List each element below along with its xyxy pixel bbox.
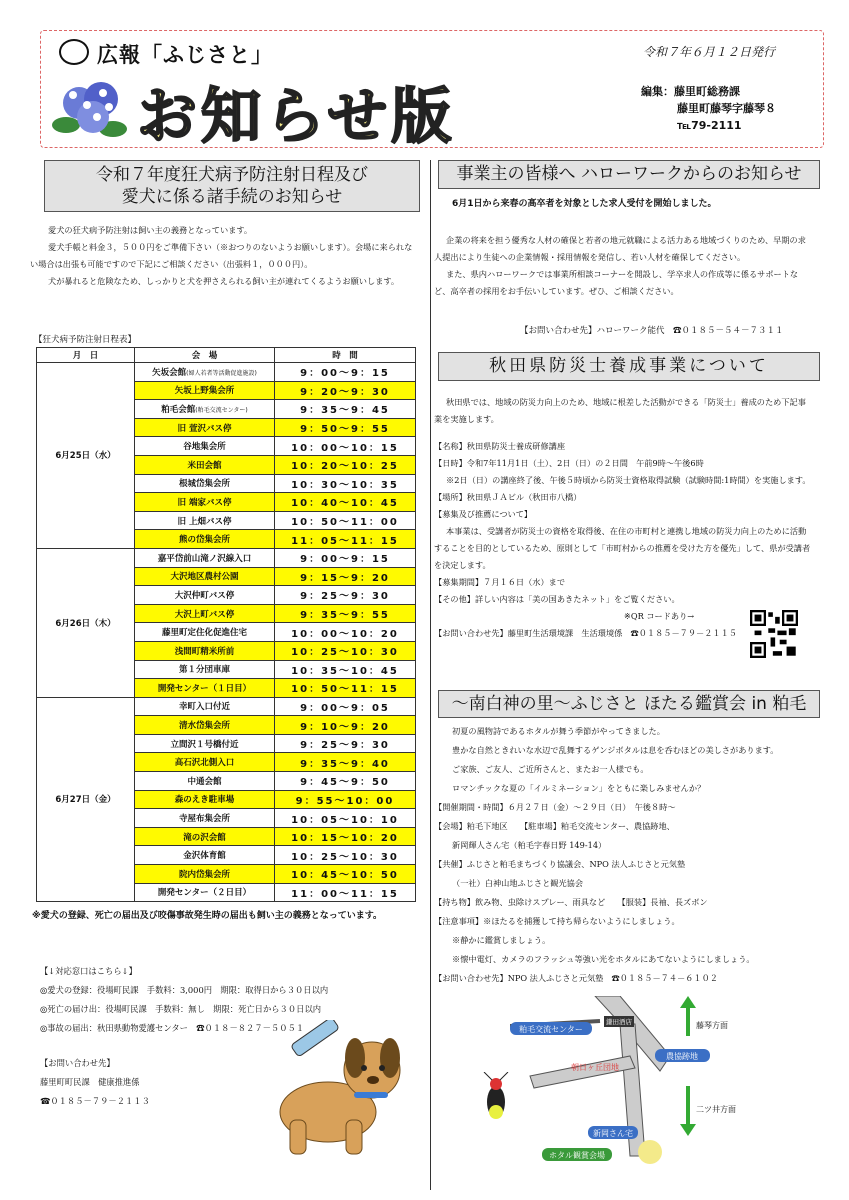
schedule-venue: [135, 363, 275, 382]
schedule-venue: [135, 511, 275, 530]
schedule-time: 9：20～9：30: [275, 381, 416, 400]
schedule-venue: [135, 641, 275, 660]
venue-name: 院内岱集会所: [178, 869, 230, 880]
rabies-title-line2: 愛犬に係る諸手続のお知らせ: [121, 187, 343, 207]
hydrangea-icon: [51, 73, 131, 143]
venue-name: 大沢上町バス停: [174, 609, 235, 620]
venue-name: 旧 萱沢バス停: [177, 423, 232, 434]
issue-date: 令和７年６月１２日発行: [643, 45, 776, 59]
schedule-time: 9：25～9：30: [275, 734, 416, 753]
bousai-body: [434, 394, 814, 642]
schedule-time: 9：25～9：30: [275, 586, 416, 605]
bousai-intro: 秋田県では、地域の防災力向上のため、地域に根差した活動ができる「防災士」養成のため下記事業を実施します。: [434, 397, 806, 424]
masthead: [40, 30, 824, 152]
schedule-venue: [135, 418, 275, 437]
rabies-note: ※愛犬の登録、死亡の届出及び咬傷事故発生時の届出も飼い主の義務となっています。: [32, 911, 383, 921]
venue-name: 旧 端家バス停: [177, 497, 232, 508]
schedule-venue: [135, 753, 275, 772]
schedule-venue: [135, 623, 275, 642]
venue-name: 開発センター（２日目）: [157, 888, 252, 899]
schedule-venue: [135, 883, 275, 902]
schedule-time: 9：45～9：50: [275, 772, 416, 791]
schedule-time: 9：35～9：55: [275, 604, 416, 623]
town-logo-icon: [59, 39, 89, 65]
schedule-venue: [135, 474, 275, 493]
hotaru-caution2: ※静かに鑑賞しましょう。: [452, 935, 551, 945]
map-kasuge-center: 粕毛交流センター: [519, 1025, 583, 1034]
schedule-time: 9：35～9：45: [275, 400, 416, 419]
rabies-para3: 犬が暴れると危険なため、しっかりと犬を押さえられる飼い主が連れてくるようお願いします。: [48, 276, 400, 286]
venue-name: 粕毛会館: [161, 404, 196, 415]
schedule-time: 10：30～10：35: [275, 474, 416, 493]
schedule-time: 10：05～10：10: [275, 809, 416, 828]
venue-name: 大沢地区農村公園: [170, 572, 239, 583]
map-fujikoto: 藤琴方面: [696, 1021, 728, 1030]
venue-note: (婦人若者等活動促進施設): [186, 369, 257, 377]
bousai-date: 【日時】令和7年11月1日（土）、2日（日）の２日間 午前9時～午後6時: [434, 458, 704, 468]
schedule-time: 11：00～11：15: [275, 883, 416, 902]
hotaru-period: 【開催期間・時間】６月２７日（金）～２９日（日） 午後８時～: [434, 802, 676, 812]
contact-accident: ◎事故の届出：秋田県動物愛護センター ☎０１８－８２７－５０５１: [40, 1023, 305, 1033]
schedule-time: 9：00～9：05: [275, 697, 416, 716]
schedule-venue: [135, 865, 275, 884]
hotaru-host: 【共催】ふじさと粕毛まちづくり協議会、NPO 法人ふじさと元気塾: [434, 859, 686, 869]
schedule-time: 10：40～10：45: [275, 493, 416, 512]
bousai-title: 秋田県防災士養成事業について: [438, 352, 820, 381]
venue-name: 米田会館: [187, 460, 222, 471]
schedule-venue: [135, 734, 275, 753]
bousai-date-note: ※2日（日）の講座終了後、午後５時頃から防災士資格取得試験（試験時間:1時間）を実施します。: [446, 475, 811, 485]
schedule-time: 9：50～9：55: [275, 418, 416, 437]
schedule-time: 11：05～11：15: [275, 530, 416, 549]
hotaru-caution1: 【注意事項】※ほたるを捕獲して持ち帰らないようにしましょう。: [434, 916, 680, 926]
schedule-time: 9：15～9：20: [275, 567, 416, 586]
venue-name: 嘉平岱前山滝ノ沢線入口: [157, 553, 252, 564]
schedule-time: 9：00～9：15: [275, 548, 416, 567]
editor-info: [641, 83, 776, 134]
rabies-title-line1: 令和７年度狂犬病予防注射日程及び: [96, 165, 368, 185]
dog-illustration-icon: [260, 1020, 410, 1160]
editor-dept: 編集：藤里町総務課: [641, 85, 740, 98]
newsletter-title: お知らせ版: [137, 82, 456, 152]
venue-name: 清水岱集会所: [178, 721, 230, 732]
venue-name: 寺屋布集会所: [178, 814, 230, 825]
access-map: [510, 996, 740, 1166]
schedule-table-wrap: [36, 347, 416, 902]
bousai-contact: 【お問い合わせ先】藤里町生活環境課 生活環境係 ☎０１８５－７９－２１１５: [434, 628, 737, 638]
schedule-venue: [135, 790, 275, 809]
venue-name: 熊の岱集会所: [178, 535, 230, 546]
schedule-venue: [135, 567, 275, 586]
rabies-para2: 愛犬手帳と料金３，５００円をご準備下さい（※おつりのないようお願いします）。会場に来られない場合は出張も可能ですので下記にご相談ください（出張料１，０００円）。: [30, 242, 413, 269]
schedule-time: 9：35～9：40: [275, 753, 416, 772]
schedule-venue: [135, 716, 275, 735]
venue-name: 立間沢１号橋付近: [170, 739, 239, 750]
map-futatsui: 二ツ井方面: [696, 1105, 736, 1114]
venue-name: 旧 上畑バス停: [177, 516, 232, 527]
schedule-venue: [135, 586, 275, 605]
hotaru-line4: ロマンチックな夏の「イルミネーション」をともに楽しみませんか？: [452, 783, 706, 793]
map-nokyo: 農協跡地: [666, 1052, 698, 1061]
venue-name: 根城岱集会所: [178, 479, 230, 490]
schedule-time: 10：50～11：15: [275, 679, 416, 698]
editor-address: 藤里町藤琴字藤琴８: [677, 102, 776, 115]
map-asahi: 朝日ヶ丘団地: [571, 1063, 619, 1072]
schedule-time: 9：10～9：20: [275, 716, 416, 735]
hotaru-line2: 豊かな自然ときれいな水辺で乱舞するゲンジボタルは息を呑むほどの美しさがあります。: [452, 745, 779, 755]
venue-name: 滝の沢会館: [183, 832, 226, 843]
schedule-venue: [135, 772, 275, 791]
schedule-caption: 【狂犬病予防注射日程表】: [34, 335, 137, 345]
hotaru-contact: 【お問い合わせ先】NPO 法人ふじさと元気塾 ☎０１８５－７４－６１０２: [434, 973, 718, 983]
venue-name: 高石沢北側入口: [174, 758, 235, 769]
schedule-venue: [135, 530, 275, 549]
schedule-venue: [135, 660, 275, 679]
venue-name: 大沢仲町バス停: [174, 590, 235, 601]
schedule-time: 10：20～10：25: [275, 455, 416, 474]
qr-code-icon[interactable]: [750, 610, 798, 658]
hotaru-items: 【持ち物】飲み物、虫除けスプレー、雨具など 【服装】長袖、長ズボン: [434, 897, 708, 907]
venue-name: 谷地集会所: [183, 442, 226, 453]
bousai-deadline: 【募集期間】７月１６日（水）まで: [434, 577, 566, 587]
venue-name: 中通会館: [187, 776, 222, 787]
schedule-venue: [135, 548, 275, 567]
contact-register: ◎愛犬の登録：役場町民課 手数料：3,000円 期限：取得日から３０日以内: [40, 985, 329, 995]
schedule-time: 10：00～10：20: [275, 623, 416, 642]
bousai-name: 【名称】秋田県防災士養成研修講座: [434, 441, 566, 451]
schedule-day: 6月25日（水）: [37, 363, 135, 549]
rabies-para1: 愛犬の狂犬病予防注射は飼い主の義務となっています。: [48, 225, 253, 235]
schedule-time: 10：25～10：30: [275, 641, 416, 660]
hellowork-body: [434, 232, 814, 300]
hotaru-venue: 【会場】粕毛下地区 【駐車場】粕毛交流センター、農協跡地、: [434, 821, 675, 831]
bousai-recruit-head: 【募集及び推薦について】: [434, 509, 533, 519]
rabies-intro: [30, 222, 415, 290]
schedule-row: [37, 363, 416, 382]
venue-name: 金沢体育館: [183, 851, 226, 862]
hellowork-para1: 企業の将来を担う優秀な人材の確保と若者の地元就職による活力ある地域づくりのため、早期の求人提出により生徒への企業情報・採用情報を発信し、若い人材を確保してください。: [434, 235, 806, 262]
map-shinoka: 新岡さん宅: [593, 1129, 633, 1138]
bousai-other: 【その他】詳しい内容は「美の国あきたネット」をご覧ください。: [434, 594, 680, 604]
schedule-venue: [135, 604, 275, 623]
rabies-inquiry: [40, 1054, 150, 1111]
map-hotaru-venue: ホタル観賞会場: [549, 1151, 605, 1160]
schedule-time: 10：25～10：30: [275, 846, 416, 865]
bousai-place: 【場所】秋田県ＪＡビル（秋田市八橋）: [434, 492, 582, 502]
bousai-recruit: 本事業は、受講者が防災士の資格を取得後、在住の市町村と連携し地域の防災力向上のために活動することを目的としているため、原則として「市町村からの推薦を受けた方を優先」して、県が受講者を決定します。: [434, 526, 811, 570]
schedule-time: 10：00～10：15: [275, 437, 416, 456]
bousai-qr-note: ※QR コードあり→: [624, 611, 695, 621]
schedule-day: 6月27日（金）: [37, 697, 135, 902]
schedule-venue: [135, 400, 275, 419]
hellowork-contact: 【お問い合わせ先】ハローワーク能代 ☎０１８５－５４－７３１１: [520, 326, 784, 336]
col-date: 月 日: [37, 348, 135, 363]
schedule-row: [37, 548, 416, 567]
schedule-venue: [135, 493, 275, 512]
venue-name: 藤里町定住化促進住宅: [161, 628, 247, 639]
schedule-venue: [135, 455, 275, 474]
schedule-venue: [135, 679, 275, 698]
hellowork-lead: 6月1日から来春の高卒者を対象とした求人受付を開始しました。: [452, 199, 717, 209]
map-sake-shop: 鎌田酒店: [606, 1018, 632, 1026]
hotaru-body: [434, 722, 818, 988]
schedule-venue: [135, 846, 275, 865]
schedule-time: 10：35～10：45: [275, 660, 416, 679]
hellowork-para2: また、県内ハローワークでは事業所相談コーナーを開設し、学卒求人の作成等に係るサポートなど、高卒者の採用をお手伝いしています。ぜひ、ご相談ください。: [434, 269, 799, 296]
venue-name: 矢坂会館: [152, 367, 187, 378]
schedule-time: 10：45～10：50: [275, 865, 416, 884]
hotaru-caution3: ※懐中電灯、カメラのフラッシュ等強い光をホタルにあてないようにしましょう。: [452, 954, 755, 964]
venue-name: 開発センター（１日目）: [157, 683, 252, 694]
schedule-venue: [135, 697, 275, 716]
schedule-venue: [135, 827, 275, 846]
hotaru-line1: 初夏の風物詩であるホタルが舞う季節がやってきました。: [452, 726, 665, 736]
brand-name: 広報「ふじさと」: [97, 43, 273, 67]
inquiry-head: 【お問い合わせ先】: [40, 1058, 115, 1068]
schedule-time: 9：55～10：00: [275, 790, 416, 809]
schedule-time: 9：00～9：15: [275, 363, 416, 382]
hotaru-host2: （一社）白神山地ふじさと観光協会: [452, 878, 584, 888]
column-divider: [430, 160, 431, 1190]
col-venue: 会 場: [135, 348, 275, 363]
hotaru-line3: ご家族、ご友人、ご近所さんと、またお一人様でも。: [452, 764, 649, 774]
contact-head: 【↓対応窓口はこちら↓】: [40, 966, 137, 976]
schedule-venue: [135, 809, 275, 828]
schedule-day: 6月26日（木）: [37, 548, 135, 697]
venue-name: 浅間町精米所前: [174, 646, 235, 657]
venue-name: 幸町入口付近: [178, 702, 230, 713]
venue-name: 第１分団車庫: [178, 665, 230, 676]
schedule-table: [36, 347, 416, 902]
venue-name: 矢坂上野集会所: [174, 386, 235, 397]
schedule-time: 10：15～10：20: [275, 827, 416, 846]
schedule-row: [37, 697, 416, 716]
contact-death: ◎死亡の届け出：役場町民課 手数料：無し 期限：死亡日から３０日以内: [40, 1004, 322, 1014]
venue-note: (粕毛交流センター): [195, 406, 248, 414]
hotaru-venue2: 新岡輝人さん宅（粕毛字春日野 149-14）: [452, 840, 607, 850]
editor-tel: ℡79-2111: [677, 119, 742, 132]
hotaru-title: ～南白神の里～ふじさと ほたる鑑賞会 in 粕毛: [438, 690, 820, 718]
schedule-time: 10：50～11：00: [275, 511, 416, 530]
venue-name: 森のえき駐車場: [174, 795, 235, 806]
rabies-title: [44, 160, 420, 212]
inquiry-tel: ☎０１８５－７９－２１１３: [40, 1096, 150, 1106]
schedule-venue: [135, 381, 275, 400]
inquiry-org: 藤里町町民課 健康推進係: [40, 1077, 140, 1087]
col-time: 時 間: [275, 348, 416, 363]
schedule-venue: [135, 437, 275, 456]
hellowork-title: 事業主の皆様へ ハローワークからのお知らせ: [438, 160, 820, 189]
